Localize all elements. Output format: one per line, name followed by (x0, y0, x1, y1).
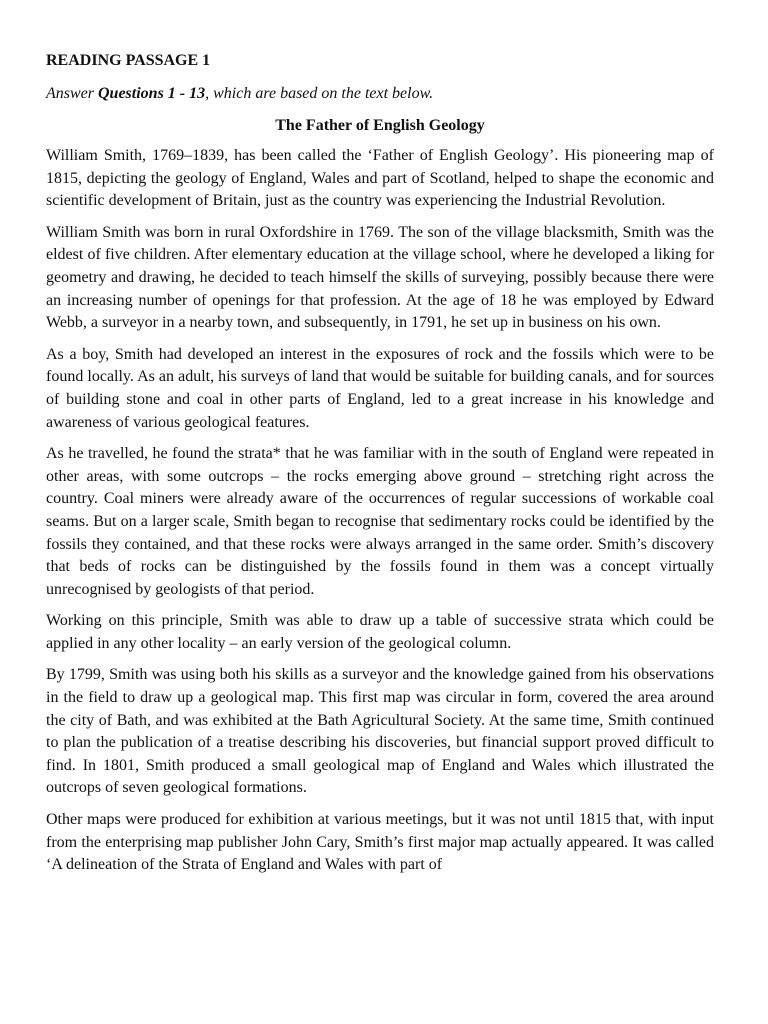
passage-heading: READING PASSAGE 1 (46, 52, 211, 69)
instruction-after: , which are based on the text below. (205, 85, 434, 102)
paragraph-6: By 1799, Smith was using both his skills as a surveyor and the knowledge gained from his observations in the field to draw up a geological map. This first map was circular in form, covered the area around the city of Bath, and was exhibited at the Bath Agricultural Society. At the same time, Smith continued to plan the publication of a treatise describing his discoveries, but financial support proved difficult to find. In 1801, Smith produced a small geological map of England and Wales which illustrated the outcrops of seven geological formations. (46, 666, 714, 797)
paragraph-5: Working on this principle, Smith was able to draw up a table of successive strata which could be applied in any other locality – an early version of the geological column. (46, 612, 714, 652)
paragraph-2: William Smith was born in rural Oxfordshire in 1769. The son of the village blacksmith, Smith was the eldest of five children. After elementary education at the village school, where he developed a liking for geometry and drawing, he decided to teach himself the skills of surveying, possibly because there were an increasing number of openings for that profession. At the age of 18 he was employed by Edward Webb, a surveyor in a nearby town, and subsequently, in 1791, he set up in business on his own. (46, 223, 714, 332)
paragraph-3: As a boy, Smith had developed an interest in the exposures of rock and the fossils which were to be found locally. As an adult, his surveys of land that would be suitable for building canals, and for sources of building stone and coal in other parts of England, led to a great increase in his knowledge and awareness of various geological features. (46, 345, 714, 431)
paragraph-1: William Smith, 1769–1839, has been called the ‘Father of English Geology’. His pioneering map of 1815, depicting the geology of England, Wales and part of Scotland, helped to shape the economic and scientific development of Britain, just as the country was experiencing the Industrial Revolution. (46, 147, 714, 210)
instruction-line (46, 83, 714, 105)
instruction-before: Answer (46, 85, 98, 102)
instruction-questions: Questions 1 - 13 (98, 85, 206, 102)
paragraph-7: Other maps were produced for exhibition at various meetings, but it was not until 1815 that, with input from the enterprising map publisher John Cary, Smith’s first major map actually appeared. It was called ‘A delineation of the Strata of England and Wales with part of (46, 811, 714, 874)
paragraph-4: As he travelled, he found the strata* that he was familiar with in the south of England were repeated in other areas, with some outcrops – the rocks emerging above ground – stretching right across the country. Coal miners were already aware of the occurrences of regular successions of workable coal seams. But on a larger scale, Smith began to recognise that sedimentary rocks could be identified by the fossils they contained, and that these rocks were always arranged in the same order. Smith’s discovery that beds of rocks can be distinguished by the fossils found in them was a concept virtually unrecognised by geologists of that period. (46, 445, 714, 598)
passage-title: The Father of English Geology (275, 117, 485, 134)
